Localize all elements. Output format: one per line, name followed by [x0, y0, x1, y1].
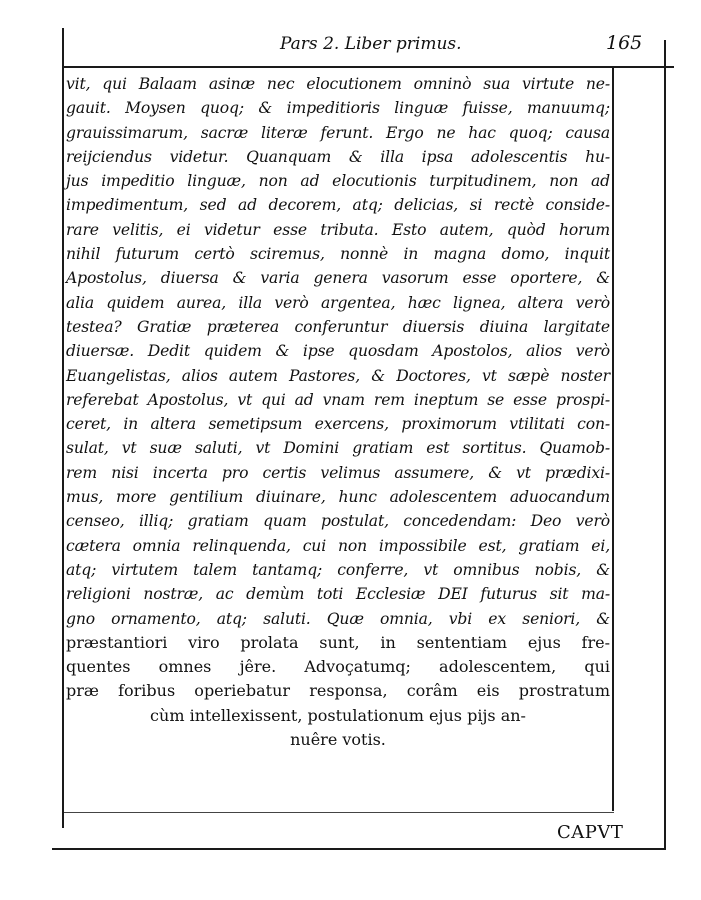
text-line: impedimentum, sed ad decorem, atq; delicias, si rectè conside- — [66, 196, 610, 215]
text-line: alia quidem aurea, illa verò argentea, hæc lignea, altera verò — [66, 293, 610, 312]
text-line: atq; virtutem talem tantamq; conferre, vt omnibus nobis, & — [66, 560, 610, 579]
text-line: ceret, in altera semetipsum exercens, proximorum vtilitati con- — [66, 415, 610, 434]
text-line: diuersæ. Dedit quidem & ipse quosdam Apostolos, alios verò — [66, 342, 610, 361]
text-line: nihil futurum certò sciremus, nonnè in magna domo, inquit — [66, 245, 610, 264]
text-line: grauissimarum, sacræ literæ ferunt. Ergo ne hac quoq; causa — [66, 123, 610, 142]
text-line: referebat Apostolus, vt qui ad vnam rem ineptum se esse prospi- — [66, 390, 610, 409]
body-text — [66, 72, 610, 752]
text-line: vit, qui Balaam asinæ nec elocutionem omninò sua virtute ne- — [66, 75, 610, 93]
text-line: præ foribus operiebatur responsa, corâm eis prostratum — [66, 681, 610, 701]
text-line: rare velitis, ei videtur esse tributa. Esto autem, quòd horum — [66, 220, 610, 239]
frame-rule-right-inner — [612, 66, 614, 811]
text-line: præstantiori viro prolata sunt, in sententiam ejus fre- — [66, 632, 610, 652]
frame-rule-bottom-inner — [64, 812, 614, 813]
text-line: reijciendus videtur. Quanquam & illa ipsa adolescentis hu- — [66, 147, 610, 166]
text-line: cætera omnia relinquenda, cui non impossibile est, gratiam ei, — [66, 536, 610, 555]
text-line: cùm intellexissent, postulationum ejus pijs an- — [150, 705, 526, 725]
text-line: testea? Gratiæ præterea conferuntur diuersis diuina largitate — [66, 317, 610, 336]
page-number: 165 — [606, 32, 643, 54]
text-line: mus, more gentilium diuinare, hunc adolescentem aduocandum — [66, 488, 610, 507]
text-line: rem nisi incerta pro certis velimus assumere, & vt prædixi- — [66, 463, 610, 482]
running-head: Pars 2. Liber primus. — [280, 34, 462, 54]
text-line: gno ornamento, atq; saluti. Quæ omnia, vbi ex seniori, & — [66, 609, 610, 628]
text-line: Apostolus, diuersa & varia genera vasorum esse oportere, & — [66, 269, 610, 288]
text-line: sulat, vt suæ saluti, vt Domini gratiam est sortitus. Quamob- — [66, 439, 610, 458]
text-line: nuêre votis. — [290, 730, 386, 750]
frame-rule-top — [64, 66, 674, 68]
catchword: CAPVT — [557, 822, 624, 843]
text-line: gauit. Moysen quoq; & impeditioris linguæ fuisse, manuumq; — [66, 99, 610, 118]
text-line: religioni nostræ, ac demùm toti Ecclesiæ DEI futurus sit ma- — [66, 585, 610, 604]
text-line: quentes omnes jêre. Advoçatumq; adolescentem, qui — [66, 657, 610, 677]
text-line: Euangelistas, alios autem Pastores, & Doctores, vt sæpè noster — [66, 366, 610, 385]
text-line: censeo, illiq; gratiam quam postulat, concedendam: Deo verò — [66, 512, 610, 531]
frame-rule-bottom — [52, 848, 666, 850]
frame-rule-right-outer — [664, 40, 666, 850]
frame-rule-left — [62, 28, 64, 828]
text-line: jus impeditio linguæ, non ad elocutionis turpitudinem, non ad — [66, 172, 610, 191]
